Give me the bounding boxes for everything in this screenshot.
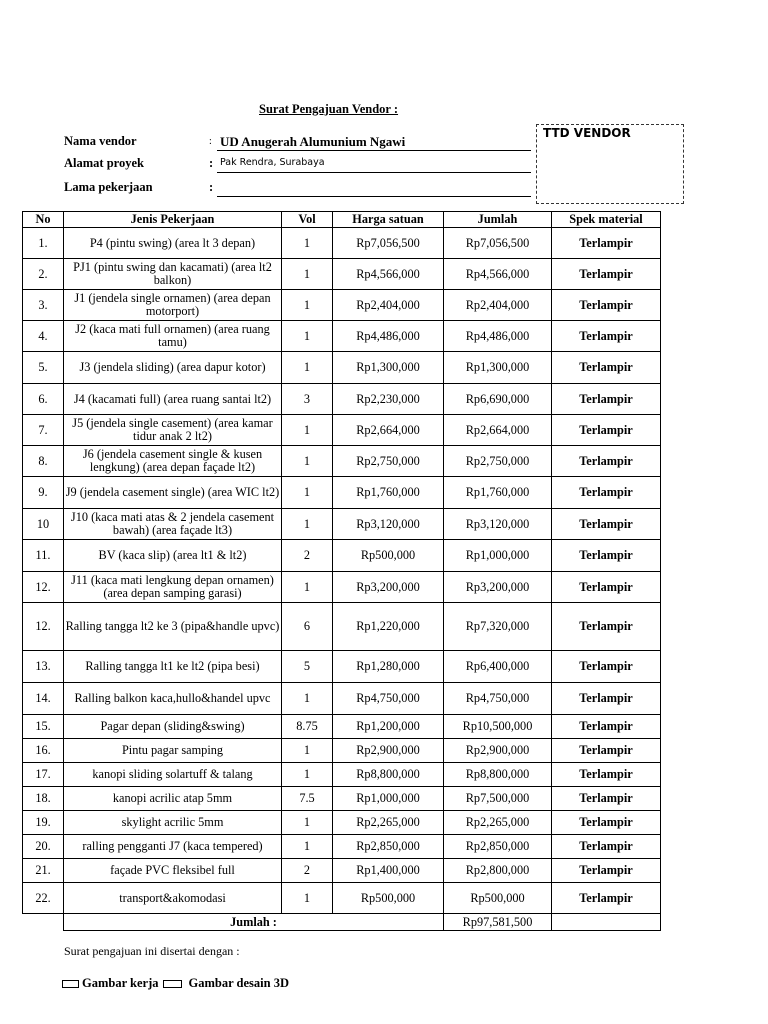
row-spec: Terlampir <box>552 715 661 739</box>
row-amount: Rp7,056,500 <box>444 228 552 259</box>
table-row <box>23 290 661 321</box>
work-duration-colon: : <box>209 180 214 194</box>
row-spec: Terlampir <box>552 290 661 321</box>
row-volume: 7.5 <box>282 787 333 811</box>
row-spec: Terlampir <box>552 446 661 477</box>
row-amount: Rp6,400,000 <box>444 651 552 683</box>
row-spec: Terlampir <box>552 811 661 835</box>
row-unit-price: Rp2,750,000 <box>333 446 444 477</box>
row-no: 10 <box>23 509 64 540</box>
table-row <box>23 883 661 914</box>
row-volume: 1 <box>282 683 333 715</box>
row-unit-price: Rp2,664,000 <box>333 415 444 446</box>
row-description: Pagar depan (sliding&swing) <box>64 715 282 739</box>
row-spec: Terlampir <box>552 835 661 859</box>
row-unit-price: Rp1,200,000 <box>333 715 444 739</box>
table-row <box>23 739 661 763</box>
attachment-checklist <box>62 976 289 991</box>
table-row <box>23 321 661 352</box>
row-no: 15. <box>23 715 64 739</box>
table-row <box>23 859 661 883</box>
row-volume: 1 <box>282 290 333 321</box>
row-amount: Rp2,750,000 <box>444 446 552 477</box>
work-duration-label: Lama pekerjaan <box>64 180 153 194</box>
row-no: 13. <box>23 651 64 683</box>
total-row <box>23 914 661 931</box>
row-amount: Rp3,200,000 <box>444 572 552 603</box>
row-volume: 1 <box>282 352 333 384</box>
row-no: 8. <box>23 446 64 477</box>
row-amount: Rp4,750,000 <box>444 683 552 715</box>
row-amount: Rp1,000,000 <box>444 540 552 572</box>
row-amount: Rp3,120,000 <box>444 509 552 540</box>
row-amount: Rp500,000 <box>444 883 552 914</box>
row-description: kanopi acrilic atap 5mm <box>64 787 282 811</box>
row-volume: 1 <box>282 883 333 914</box>
row-volume: 1 <box>282 415 333 446</box>
row-description: transport&akomodasi <box>64 883 282 914</box>
table-row <box>23 415 661 446</box>
row-description: Ralling balkon kaca,hullo&handel upvc <box>64 683 282 715</box>
row-description: J11 (kaca mati lengkung depan ornamen) (area depan samping garasi) <box>64 572 282 603</box>
row-no: 20. <box>23 835 64 859</box>
row-no: 12. <box>23 572 64 603</box>
gambar-desain-3d-checkbox[interactable] <box>163 980 182 988</box>
row-spec: Terlampir <box>552 763 661 787</box>
row-amount: Rp7,500,000 <box>444 787 552 811</box>
row-unit-price: Rp2,900,000 <box>333 739 444 763</box>
row-volume: 1 <box>282 811 333 835</box>
row-amount: Rp6,690,000 <box>444 384 552 415</box>
project-address-value: Pak Rendra, Surabaya <box>220 157 325 168</box>
row-no: 11. <box>23 540 64 572</box>
table-row <box>23 352 661 384</box>
row-description: Ralling tangga lt1 ke lt2 (pipa besi) <box>64 651 282 683</box>
table-row <box>23 572 661 603</box>
row-no: 5. <box>23 352 64 384</box>
row-description: P4 (pintu swing) (area lt 3 depan) <box>64 228 282 259</box>
table-row <box>23 835 661 859</box>
row-description: Pintu pagar samping <box>64 739 282 763</box>
total-blank-cell <box>23 914 64 931</box>
row-amount: Rp8,800,000 <box>444 763 552 787</box>
table-row <box>23 787 661 811</box>
row-volume: 1 <box>282 259 333 290</box>
row-no: 19. <box>23 811 64 835</box>
row-description: kanopi sliding solartuff & talang <box>64 763 282 787</box>
table-row <box>23 228 661 259</box>
row-description: Ralling tangga lt2 ke 3 (pipa&handle upvc) <box>64 603 282 651</box>
row-volume: 2 <box>282 859 333 883</box>
header-jenis-pekerjaan: Jenis Pekerjaan <box>64 212 282 228</box>
row-no: 22. <box>23 883 64 914</box>
row-unit-price: Rp7,056,500 <box>333 228 444 259</box>
table-row <box>23 477 661 509</box>
row-spec: Terlampir <box>552 477 661 509</box>
row-unit-price: Rp500,000 <box>333 883 444 914</box>
row-description: J10 (kaca mati atas & 2 jendela casement bawah) (area façade lt3) <box>64 509 282 540</box>
table-row <box>23 763 661 787</box>
row-unit-price: Rp3,200,000 <box>333 572 444 603</box>
row-amount: Rp1,300,000 <box>444 352 552 384</box>
table-header-row <box>23 212 661 228</box>
table-row <box>23 603 661 651</box>
row-volume: 1 <box>282 446 333 477</box>
row-spec: Terlampir <box>552 415 661 446</box>
row-unit-price: Rp2,230,000 <box>333 384 444 415</box>
row-spec: Terlampir <box>552 259 661 290</box>
header-harga-satuan: Harga satuan <box>333 212 444 228</box>
row-amount: Rp4,486,000 <box>444 321 552 352</box>
row-no: 2. <box>23 259 64 290</box>
row-volume: 1 <box>282 477 333 509</box>
row-no: 4. <box>23 321 64 352</box>
row-amount: Rp10,500,000 <box>444 715 552 739</box>
project-address-colon: : <box>209 156 214 170</box>
table-row <box>23 540 661 572</box>
row-spec: Terlampir <box>552 859 661 883</box>
row-volume: 1 <box>282 509 333 540</box>
row-no: 9. <box>23 477 64 509</box>
row-unit-price: Rp1,280,000 <box>333 651 444 683</box>
header-no: No <box>23 212 64 228</box>
vendor-name-value: UD Anugerah Alumunium Ngawi <box>220 134 406 149</box>
row-spec: Terlampir <box>552 787 661 811</box>
row-amount: Rp7,320,000 <box>444 603 552 651</box>
row-unit-price: Rp2,404,000 <box>333 290 444 321</box>
total-label: Jumlah : <box>64 914 444 931</box>
row-no: 7. <box>23 415 64 446</box>
project-address-label: Alamat proyek <box>64 156 144 170</box>
row-no: 6. <box>23 384 64 415</box>
row-description: skylight acrilic 5mm <box>64 811 282 835</box>
row-spec: Terlampir <box>552 883 661 914</box>
row-no: 16. <box>23 739 64 763</box>
work-items-table <box>22 211 661 931</box>
table-row <box>23 651 661 683</box>
row-description: J9 (jendela casement single) (area WIC lt2) <box>64 477 282 509</box>
row-volume: 1 <box>282 321 333 352</box>
row-no: 21. <box>23 859 64 883</box>
row-no: 18. <box>23 787 64 811</box>
table-row <box>23 509 661 540</box>
row-unit-price: Rp1,220,000 <box>333 603 444 651</box>
vendor-signature-label: TTD VENDOR <box>543 126 631 140</box>
total-value: Rp97,581,500 <box>444 914 552 931</box>
row-spec: Terlampir <box>552 509 661 540</box>
vendor-name-colon: : <box>209 136 212 147</box>
row-amount: Rp2,800,000 <box>444 859 552 883</box>
row-spec: Terlampir <box>552 540 661 572</box>
row-spec: Terlampir <box>552 228 661 259</box>
table-row <box>23 384 661 415</box>
row-description: J1 (jendela single ornamen) (area depan motorport) <box>64 290 282 321</box>
row-volume: 1 <box>282 763 333 787</box>
row-volume: 2 <box>282 540 333 572</box>
row-amount: Rp2,850,000 <box>444 835 552 859</box>
row-no: 17. <box>23 763 64 787</box>
work-duration-underline <box>217 180 531 197</box>
row-spec: Terlampir <box>552 651 661 683</box>
gambar-kerja-checkbox[interactable] <box>62 980 79 988</box>
row-volume: 1 <box>282 228 333 259</box>
row-unit-price: Rp1,300,000 <box>333 352 444 384</box>
row-description: BV (kaca slip) (area lt1 & lt2) <box>64 540 282 572</box>
row-amount: Rp2,404,000 <box>444 290 552 321</box>
row-description: J6 (jendela casement single & kusen lengkung) (area depan façade lt2) <box>64 446 282 477</box>
row-unit-price: Rp4,486,000 <box>333 321 444 352</box>
row-unit-price: Rp500,000 <box>333 540 444 572</box>
gambar-desain-3d-label: Gambar desain 3D <box>188 976 289 990</box>
row-unit-price: Rp2,265,000 <box>333 811 444 835</box>
row-description: J5 (jendela single casement) (area kamar tidur anak 2 lt2) <box>64 415 282 446</box>
row-unit-price: Rp1,400,000 <box>333 859 444 883</box>
row-volume: 3 <box>282 384 333 415</box>
row-volume: 1 <box>282 572 333 603</box>
row-description: ralling pengganti J7 (kaca tempered) <box>64 835 282 859</box>
header-jumlah: Jumlah <box>444 212 552 228</box>
document-title: Surat Pengajuan Vendor : <box>259 102 399 116</box>
row-amount: Rp1,760,000 <box>444 477 552 509</box>
row-description: façade PVC fleksibel full <box>64 859 282 883</box>
row-amount: Rp2,900,000 <box>444 739 552 763</box>
vendor-signature-box <box>536 124 684 204</box>
row-volume: 1 <box>282 739 333 763</box>
gambar-kerja-label: Gambar kerja <box>82 976 159 990</box>
row-spec: Terlampir <box>552 739 661 763</box>
row-description: J4 (kacamati full) (area ruang santai lt2) <box>64 384 282 415</box>
row-volume: 6 <box>282 603 333 651</box>
row-unit-price: Rp1,760,000 <box>333 477 444 509</box>
row-volume: 5 <box>282 651 333 683</box>
row-description: J3 (jendela sliding) (area dapur kotor) <box>64 352 282 384</box>
header-vol: Vol <box>282 212 333 228</box>
row-unit-price: Rp2,850,000 <box>333 835 444 859</box>
row-no: 12. <box>23 603 64 651</box>
row-spec: Terlampir <box>552 603 661 651</box>
table-row <box>23 683 661 715</box>
row-unit-price: Rp1,000,000 <box>333 787 444 811</box>
row-spec: Terlampir <box>552 384 661 415</box>
row-spec: Terlampir <box>552 683 661 715</box>
row-unit-price: Rp4,566,000 <box>333 259 444 290</box>
row-spec: Terlampir <box>552 572 661 603</box>
row-spec: Terlampir <box>552 352 661 384</box>
row-description: J2 (kaca mati full ornamen) (area ruang tamu) <box>64 321 282 352</box>
header-spek-material: Spek material <box>552 212 661 228</box>
row-unit-price: Rp4,750,000 <box>333 683 444 715</box>
row-no: 14. <box>23 683 64 715</box>
row-spec: Terlampir <box>552 321 661 352</box>
row-amount: Rp2,265,000 <box>444 811 552 835</box>
row-unit-price: Rp8,800,000 <box>333 763 444 787</box>
attachment-note: Surat pengajuan ini disertai dengan : <box>64 944 240 958</box>
row-description: PJ1 (pintu swing dan kacamati) (area lt2 balkon) <box>64 259 282 290</box>
table-row <box>23 715 661 739</box>
row-unit-price: Rp3,120,000 <box>333 509 444 540</box>
row-volume: 1 <box>282 835 333 859</box>
total-empty-cell <box>552 914 661 931</box>
table-row <box>23 811 661 835</box>
row-volume: 8.75 <box>282 715 333 739</box>
row-amount: Rp4,566,000 <box>444 259 552 290</box>
vendor-name-label: Nama vendor <box>64 134 137 148</box>
row-amount: Rp2,664,000 <box>444 415 552 446</box>
table-row <box>23 259 661 290</box>
table-row <box>23 446 661 477</box>
row-no: 1. <box>23 228 64 259</box>
row-no: 3. <box>23 290 64 321</box>
